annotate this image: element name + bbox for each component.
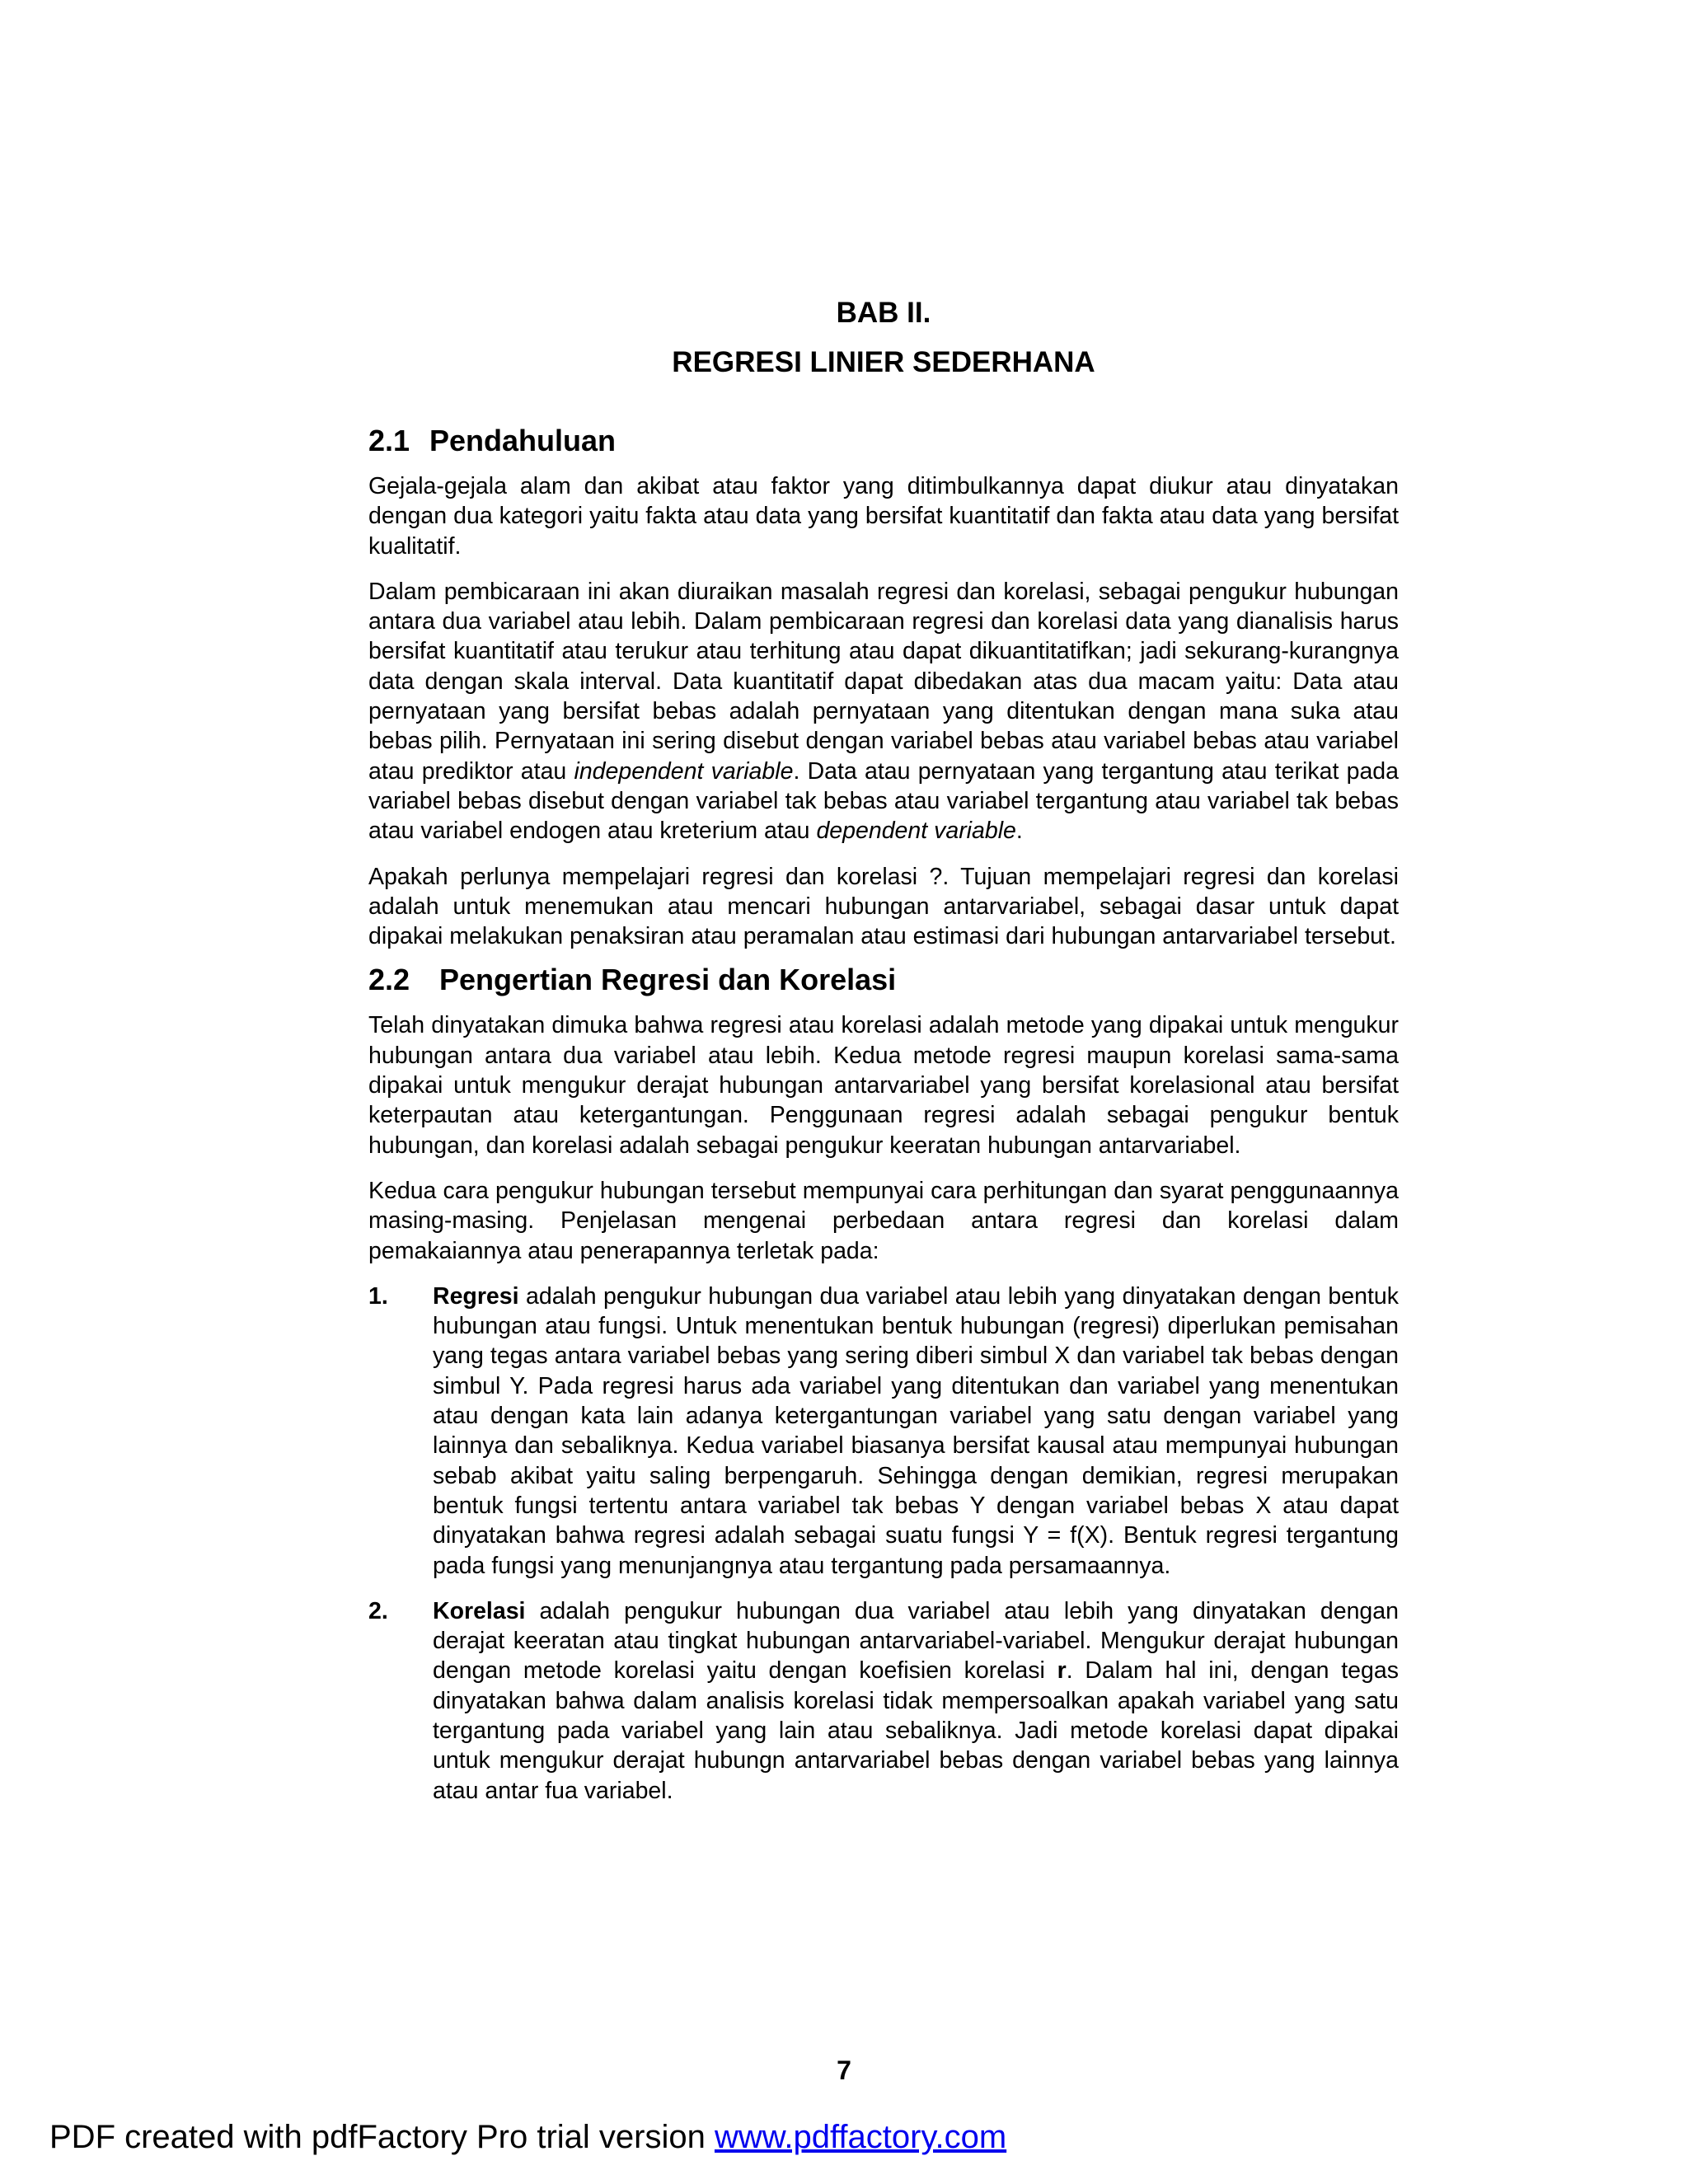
- section-number: 2.2: [368, 963, 410, 997]
- paragraph: [368, 577, 1399, 846]
- paragraph: Gejala-gejala alam dan akibat atau faktor yang ditimbulkannya dapat diukur atau dinyatakan dengan dua kategori yaitu fakta atau data yang bersifat kuantitatif dan fakta atau data yang bersifat kualitatif.: [368, 473, 1399, 560]
- section-heading-pengertian: [368, 961, 1399, 999]
- list-text: . Dalam hal ini, dengan tegas dinyatakan bahwa dalam analisis korelasi tidak mempersoalkan apakah variabel yang satu tergantung pada variabel yang lain atau sebaliknya. Jadi metode korelasi dapat dipakai untuk mengukur derajat hubungn antarvariabel bebas dengan variabel bebas yang lainnya atau antar fua variabel.: [433, 1657, 1399, 1804]
- paragraph: Apakah perlunya mempelajari regresi dan korelasi ?. Tujuan mempelajari regresi dan korelasi adalah untuk menemukan atau mencari hubungan antarvariabel, sebagai dasar untuk dapat dipakai melakukan penaksiran atau peramalan atau estimasi dari hubungan antarvariabel tersebut.: [368, 863, 1399, 950]
- list-text: adalah pengukur hubungan dua variabel atau lebih yang dinyatakan dengan derajat keeratan atau tingkat hubungan antarvariabel-variabel. Mengukur derajat hubungan dengan metode korelasi yaitu dengan koefisien korelasi: [433, 1597, 1399, 1685]
- section-number: 2.1: [368, 424, 410, 457]
- list-item: [368, 1596, 1399, 1806]
- pdf-footer: [49, 2119, 1006, 2156]
- section-heading-pendahuluan: [368, 422, 1399, 460]
- section-title: Pendahuluan: [429, 424, 617, 457]
- list-term: Korelasi: [433, 1597, 526, 1624]
- emphasis-text: independent variable: [574, 757, 794, 785]
- emphasis-text: dependent variable: [816, 818, 1016, 845]
- paragraph-text: .: [1015, 818, 1023, 845]
- paragraph-text: Dalam pembicaraan ini akan diuraikan masalah regresi dan korelasi, sebagai pengukur hubungan antara dua variabel atau lebih. Dalam pembicaraan regresi dan korelasi data yang dianalisis harus bersifat kuantitatif atau terukur atau terhitung atau dapat dikuantitatifkan; jadi sekurang-kurangnya data dengan skala interval. Data kuantitatif dapat dibedakan atas dua macam yaitu: Data atau pernyataan yang bersifat bebas adalah pernyataan yang ditentukan dengan mana suka atau bebas pilih. Pernyataan ini sering disebut dengan variabel bebas atau variabel bebas atau variabel atau prediktor atau: [368, 578, 1399, 785]
- footer-link[interactable]: www.pdffactory.com: [714, 2119, 1007, 2155]
- page-content: [368, 288, 1399, 1821]
- section-title: Pengertian Regresi dan Korelasi: [439, 963, 897, 997]
- paragraph: Telah dinyatakan dimuka bahwa regresi atau korelasi adalah metode yang dipakai untuk mengukur hubungan antara dua variabel atau lebih. Kedua metode regresi maupun korelasi sama-sama dipakai untuk mengukur derajat hubungan antarvariabel yang bersifat korelasional atau bersifat keterpautan atau ketergantungan. Penggunaan regresi adalah sebagai pengukur bentuk hubungan, dan korelasi adalah sebagai pengukur keeratan hubungan antarvariabel.: [368, 1012, 1399, 1159]
- list-item: [368, 1282, 1399, 1581]
- page-number: 7: [837, 2055, 851, 2085]
- paragraph: Kedua cara pengukur hubungan tersebut mempunyai cara perhitungan dan syarat penggunaannya masing-masing. Penjelasan mengenai perbedaan antara regresi dan korelasi dalam pemakaiannya atau penerapannya terletak pada:: [368, 1177, 1399, 1264]
- list-text: adalah pengukur hubungan dua variabel atau lebih yang dinyatakan dengan bentuk hubungan atau fungsi. Untuk menentukan bentuk hubungan (regresi) diperlukan pemisahan yang tegas antara variabel bebas yang sering diberi simbul X dan variabel tak bebas dengan simbul Y. Pada regresi harus ada variabel yang ditentukan dan variabel yang menentukan atau dengan kata lain adanya ketergantungan variabel yang satu dengan variabel yang lainnya dan sebaliknya. Kedua variabel biasanya bersifat kausal atau mempunyai hubungan sebab akibat yaitu saling berpengaruh. Sehingga dengan demikian, regresi merupakan bentuk fungsi tertentu antara variabel tak bebas Y dengan variabel bebas X atau dapat dinyatakan bahwa regresi adalah sebagai suatu fungsi Y = f(X). Bentuk regresi tergantung pada fungsi yang menunjangnya atau tergantung pada persamaannya.: [433, 1282, 1399, 1579]
- list-term: Regresi: [433, 1282, 519, 1310]
- footer-text: PDF created with pdfFactory Pro trial version: [49, 2119, 715, 2155]
- chapter-label: BAB II.: [836, 297, 931, 329]
- paragraph-text: . Data atau pernyataan yang tergantung atau terikat pada variabel bebas disebut dengan variabel tak bebas atau variabel tergantung atau variabel tak bebas atau variabel endogen atau kreterium atau: [368, 757, 1399, 845]
- chapter-title: REGRESI LINIER SEDERHANA: [672, 346, 1095, 378]
- numbered-list: [368, 1282, 1399, 1806]
- bold-symbol: r: [1057, 1657, 1067, 1685]
- list-number: 1.: [368, 1282, 388, 1310]
- list-number: 2.: [368, 1597, 388, 1624]
